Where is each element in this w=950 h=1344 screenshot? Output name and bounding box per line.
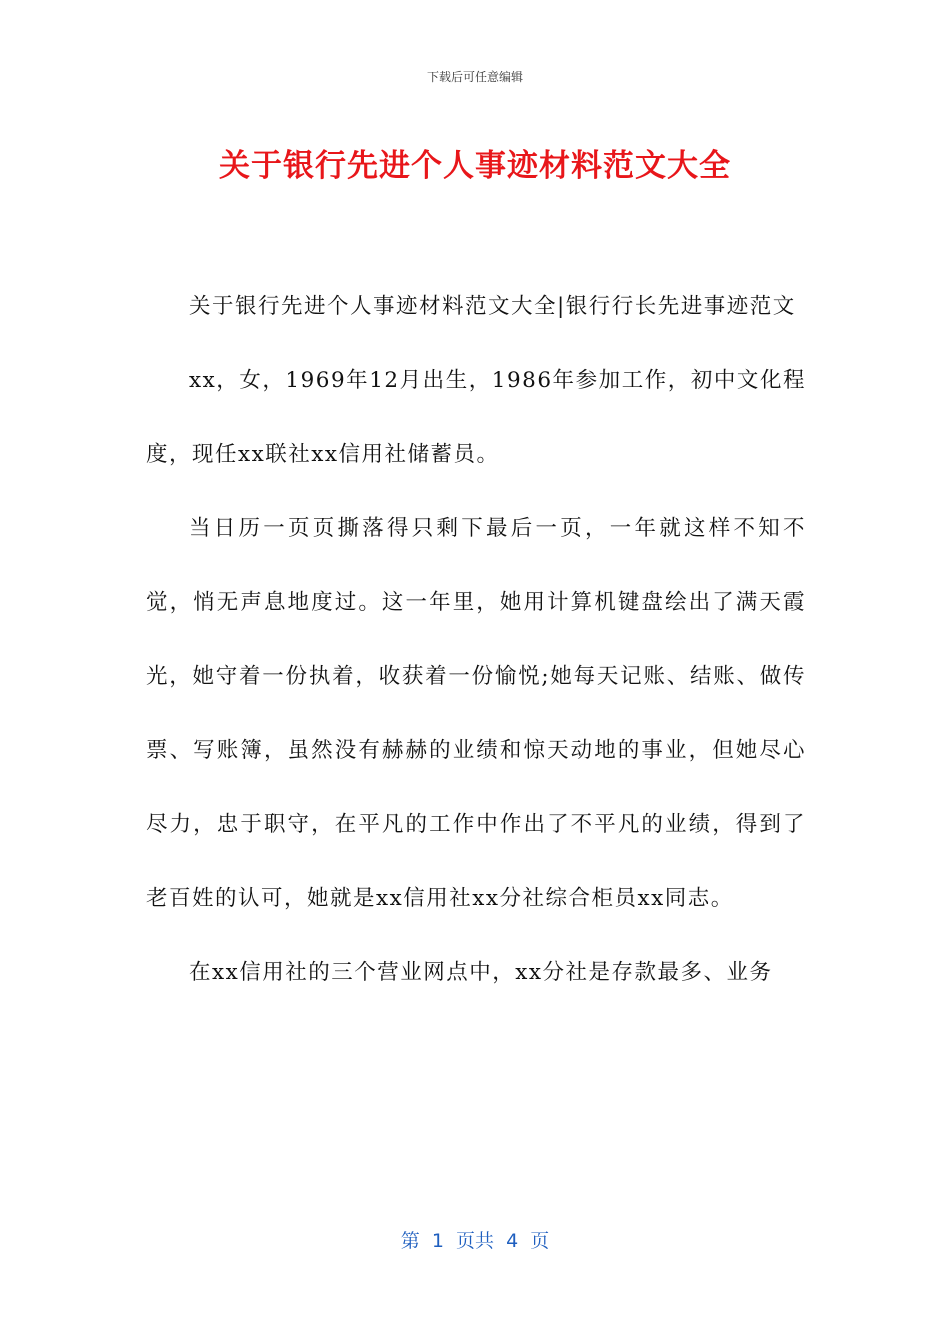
page-number-footer: 第 1 页共 4 页 [400, 1230, 550, 1252]
header-note: 下载后可任意编辑 [426, 70, 523, 84]
paragraph-3: 当日历一页页撕落得只剩下最后一页，一年就这样不知不觉，悄无声息地度过。这一年里，她用计算机键盘绘出了满天霞光，她守着一份执着，收获着一份愉悦;她每天记账、结账、做传票、写账簿，虽然没有赫赫的业绩和惊天动地的事业，但她尽心尽力，忠于职守，在平凡的工作中作出了不平凡的业绩，得到了老百姓的认可，她就是xx信用社xx分社综合柜员xx同志。 [146, 516, 806, 911]
paragraph-1: 关于银行先进个人事迹材料范文大全|银行行长先进事迹范文 [189, 294, 796, 319]
paragraph-4: 在xx信用社的三个营业网点中，xx分社是存款最多、业务 [189, 960, 773, 985]
document-title: 关于银行先进个人事迹材料范文大全 [219, 148, 731, 184]
paragraph-2: xx，女，1969年12月出生，1986年参加工作，初中文化程度，现任xx联社xx信用社储蓄员。 [146, 368, 806, 467]
document-body [146, 270, 806, 1010]
